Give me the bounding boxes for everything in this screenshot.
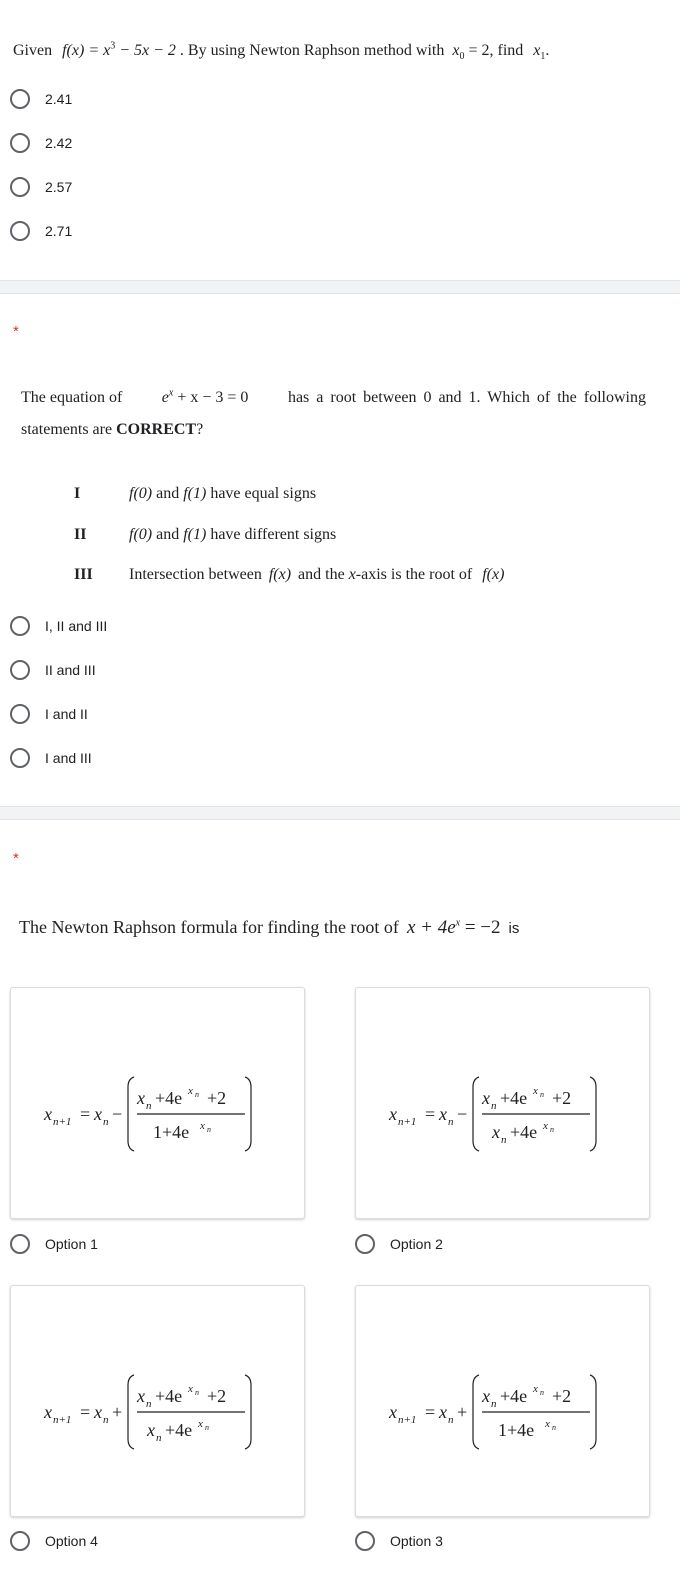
formula-num-exp: x	[533, 1383, 538, 1395]
q2-l2-c: ?	[196, 421, 204, 438]
formula-lhs-sub: n+1	[398, 1116, 417, 1128]
formula-image	[11, 988, 306, 1220]
q1-option-3[interactable]	[10, 175, 72, 199]
q1-cube: 3	[110, 40, 116, 52]
formula-den-exp: x	[200, 1120, 205, 1132]
option-label: Option 3	[390, 1533, 443, 1549]
q1-option-2[interactable]	[10, 131, 72, 155]
option-image-card-4[interactable]	[10, 1285, 305, 1517]
option-label: II and III	[45, 662, 96, 678]
formula-xn: x	[439, 1402, 447, 1422]
statement-text: have equal signs	[206, 485, 317, 502]
q2-l2-a: statements are	[21, 421, 113, 438]
formula-xn-sub: n	[103, 1414, 109, 1426]
formula-sign: −	[457, 1104, 468, 1124]
formula-den-x-sub: n	[501, 1134, 507, 1146]
formula-equals: =	[80, 1402, 91, 1422]
question-2-line-1	[21, 389, 646, 407]
radio-button[interactable]	[10, 1531, 30, 1551]
formula-num-exp-sub: n	[195, 1090, 199, 1099]
q3-option-3[interactable]	[355, 1529, 443, 1553]
question-1-text	[13, 40, 550, 63]
formula-num-end: +2	[552, 1088, 572, 1108]
option-label: Option 2	[390, 1236, 443, 1252]
formula-num-exp-sub: n	[540, 1388, 544, 1397]
radio-button[interactable]	[10, 616, 30, 636]
formula-den-a: 1+4e	[498, 1420, 535, 1440]
formula-num-x: x	[482, 1088, 490, 1108]
statement-number: II	[74, 526, 87, 543]
q2-l1-a: The equation of	[21, 389, 123, 406]
option-label: 2.57	[45, 179, 73, 195]
statement-text: have different signs	[206, 526, 337, 543]
radio-button[interactable]	[10, 89, 30, 109]
question-3-text	[19, 917, 519, 939]
radio-button[interactable]	[10, 704, 30, 724]
option-label: 2.41	[45, 91, 73, 107]
formula-num-exp: x	[533, 1085, 538, 1097]
formula-lhs: x	[44, 1104, 52, 1124]
formula-num-x: x	[482, 1386, 490, 1406]
option-label: I and III	[45, 750, 92, 766]
formula-den-exp: x	[543, 1120, 548, 1132]
radio-button[interactable]	[10, 748, 30, 768]
option-image-card-3[interactable]	[355, 1285, 650, 1517]
formula-den-x: x	[147, 1420, 155, 1440]
q3-prompt-b: is	[508, 920, 520, 937]
q2-eq-exp: x	[168, 387, 174, 399]
q3-option-2[interactable]	[355, 1232, 443, 1256]
q3-option-4[interactable]	[10, 1529, 98, 1553]
statement-and: and	[152, 526, 184, 543]
formula-lhs-sub: n+1	[398, 1414, 417, 1426]
statement-f1: f(1)	[183, 485, 207, 502]
required-asterisk: *	[13, 323, 19, 340]
formula-right-bracket	[590, 1077, 596, 1151]
q3-eq-a: x + 4e	[406, 917, 456, 938]
q1-x1: x	[533, 42, 541, 59]
statement-number: I	[74, 485, 81, 502]
formula-xn-sub: n	[448, 1116, 454, 1128]
formula-xn-sub: n	[103, 1116, 109, 1128]
q1-x1-sub: 1	[540, 51, 546, 63]
formula-den-exp-sub: n	[205, 1423, 209, 1432]
radio-button[interactable]	[355, 1234, 375, 1254]
option-label: 2.71	[45, 223, 73, 239]
formula-xn-sub: n	[448, 1414, 454, 1426]
option-label: 2.42	[45, 135, 73, 151]
radio-button[interactable]	[10, 133, 30, 153]
option-image-card-2[interactable]	[355, 987, 650, 1219]
formula-den-exp: x	[198, 1418, 203, 1430]
formula-sign: +	[112, 1402, 123, 1422]
formula-lhs: x	[389, 1104, 397, 1124]
section-divider	[0, 280, 680, 294]
section-divider	[0, 806, 680, 820]
radio-button[interactable]	[10, 1234, 30, 1254]
option-label: Option 4	[45, 1533, 98, 1549]
statement-text-c: -axis is the root of	[355, 566, 473, 583]
formula-num-x-sub: n	[491, 1398, 497, 1410]
q2-l1-b: has a root between 0 and 1. Which of the following	[287, 389, 646, 406]
formula-num-exp: x	[188, 1085, 193, 1097]
formula-num-end: +2	[207, 1386, 227, 1406]
q1-mid: . By using Newton Raphson method with	[179, 42, 445, 59]
formula-num-exp-sub: n	[540, 1090, 544, 1099]
statement-1	[74, 485, 316, 503]
formula-image	[11, 1286, 306, 1518]
formula-left-bracket	[473, 1077, 479, 1151]
radio-button[interactable]	[355, 1531, 375, 1551]
statement-f1: f(1)	[183, 526, 207, 543]
q2-option-1[interactable]	[10, 614, 107, 638]
q1-x0: x	[452, 42, 460, 59]
formula-equals: =	[80, 1104, 91, 1124]
formula-den-exp: x	[545, 1418, 550, 1430]
formula-num-mid: +4e	[500, 1386, 528, 1406]
q2-l2-b: CORRECT	[116, 421, 197, 438]
option-image-card-1[interactable]	[10, 987, 305, 1219]
q1-option-4[interactable]	[10, 219, 72, 243]
formula-xn: x	[94, 1104, 102, 1124]
formula-num-x-sub: n	[491, 1100, 497, 1112]
formula-den-a: +4e	[165, 1420, 193, 1440]
formula-lhs-sub: n+1	[53, 1116, 72, 1128]
formula-num-x: x	[137, 1386, 145, 1406]
formula-left-bracket	[473, 1375, 479, 1449]
q1-given: Given	[13, 42, 53, 59]
statement-fx: f(x)	[268, 566, 292, 583]
q3-eq-exp: x	[455, 917, 461, 929]
formula-xn: x	[94, 1402, 102, 1422]
formula-num-end: +2	[552, 1386, 572, 1406]
radio-button[interactable]	[10, 660, 30, 680]
formula-den-exp-sub: n	[552, 1423, 556, 1432]
formula-den-a: +4e	[510, 1122, 538, 1142]
formula-lhs: x	[44, 1402, 52, 1422]
option-label: I, II and III	[45, 618, 108, 634]
formula-num-x: x	[137, 1088, 145, 1108]
formula-num-mid: +4e	[500, 1088, 528, 1108]
q2-eq-e: e	[161, 389, 169, 406]
formula-den-exp-sub: n	[207, 1125, 211, 1134]
formula-xn: x	[439, 1104, 447, 1124]
formula-equals: =	[425, 1402, 436, 1422]
formula-den-x: x	[492, 1122, 500, 1142]
formula-left-bracket	[128, 1375, 134, 1449]
formula-num-end: +2	[207, 1088, 227, 1108]
formula-num-exp: x	[188, 1383, 193, 1395]
formula-num-mid: +4e	[155, 1386, 183, 1406]
formula-right-bracket	[590, 1375, 596, 1449]
formula-sign: +	[457, 1402, 468, 1422]
statement-2	[74, 526, 336, 544]
q2-option-4[interactable]	[10, 746, 92, 770]
formula-num-x-sub: n	[146, 1398, 152, 1410]
statement-3	[74, 566, 504, 584]
statement-fx2: f(x)	[482, 566, 505, 583]
q1-option-1[interactable]	[10, 87, 72, 111]
radio-button[interactable]	[10, 221, 30, 241]
q2-option-2[interactable]	[10, 658, 96, 682]
formula-lhs-sub: n+1	[53, 1414, 72, 1426]
q1-find: , find	[489, 42, 524, 59]
q1-end: .	[545, 42, 550, 59]
q2-option-3[interactable]	[10, 702, 88, 726]
statement-number: III	[74, 566, 93, 583]
statement-xaxis: x	[348, 566, 356, 583]
radio-button[interactable]	[10, 177, 30, 197]
q1-fx: f(x) = x	[62, 42, 111, 59]
option-label: I and II	[45, 706, 88, 722]
q3-prompt-a: The Newton Raphson formula for finding the root of	[19, 917, 399, 937]
statement-text-b: and the	[298, 566, 345, 583]
formula-den-x-sub: n	[156, 1432, 162, 1444]
formula-num-exp-sub: n	[195, 1388, 199, 1397]
formula-right-bracket	[245, 1375, 251, 1449]
formula-num-x-sub: n	[146, 1100, 152, 1112]
q2-eq-rest: + x − 3 = 0	[173, 389, 249, 406]
q1-rest: − 5x − 2	[115, 42, 176, 59]
formula-den-a: 1+4e	[153, 1122, 190, 1142]
q1-x0-val: = 2	[464, 42, 490, 59]
formula-image	[356, 988, 651, 1220]
question-2-line-2	[21, 421, 203, 439]
q1-x0-sub: 0	[459, 51, 465, 63]
statement-text-a: Intersection between	[129, 566, 262, 583]
q3-eq-b: = −2	[460, 917, 501, 938]
formula-image	[356, 1286, 651, 1518]
option-label: Option 1	[45, 1236, 98, 1252]
q3-option-1[interactable]	[10, 1232, 98, 1256]
statement-and: and	[152, 485, 184, 502]
formula-sign: −	[112, 1104, 123, 1124]
required-asterisk: *	[13, 850, 19, 867]
statement-f0: f(0)	[129, 485, 153, 502]
formula-left-bracket	[128, 1077, 134, 1151]
formula-right-bracket	[245, 1077, 251, 1151]
formula-num-mid: +4e	[155, 1088, 183, 1108]
formula-den-exp-sub: n	[550, 1125, 554, 1134]
statement-f0: f(0)	[129, 526, 153, 543]
formula-equals: =	[425, 1104, 436, 1124]
formula-lhs: x	[389, 1402, 397, 1422]
